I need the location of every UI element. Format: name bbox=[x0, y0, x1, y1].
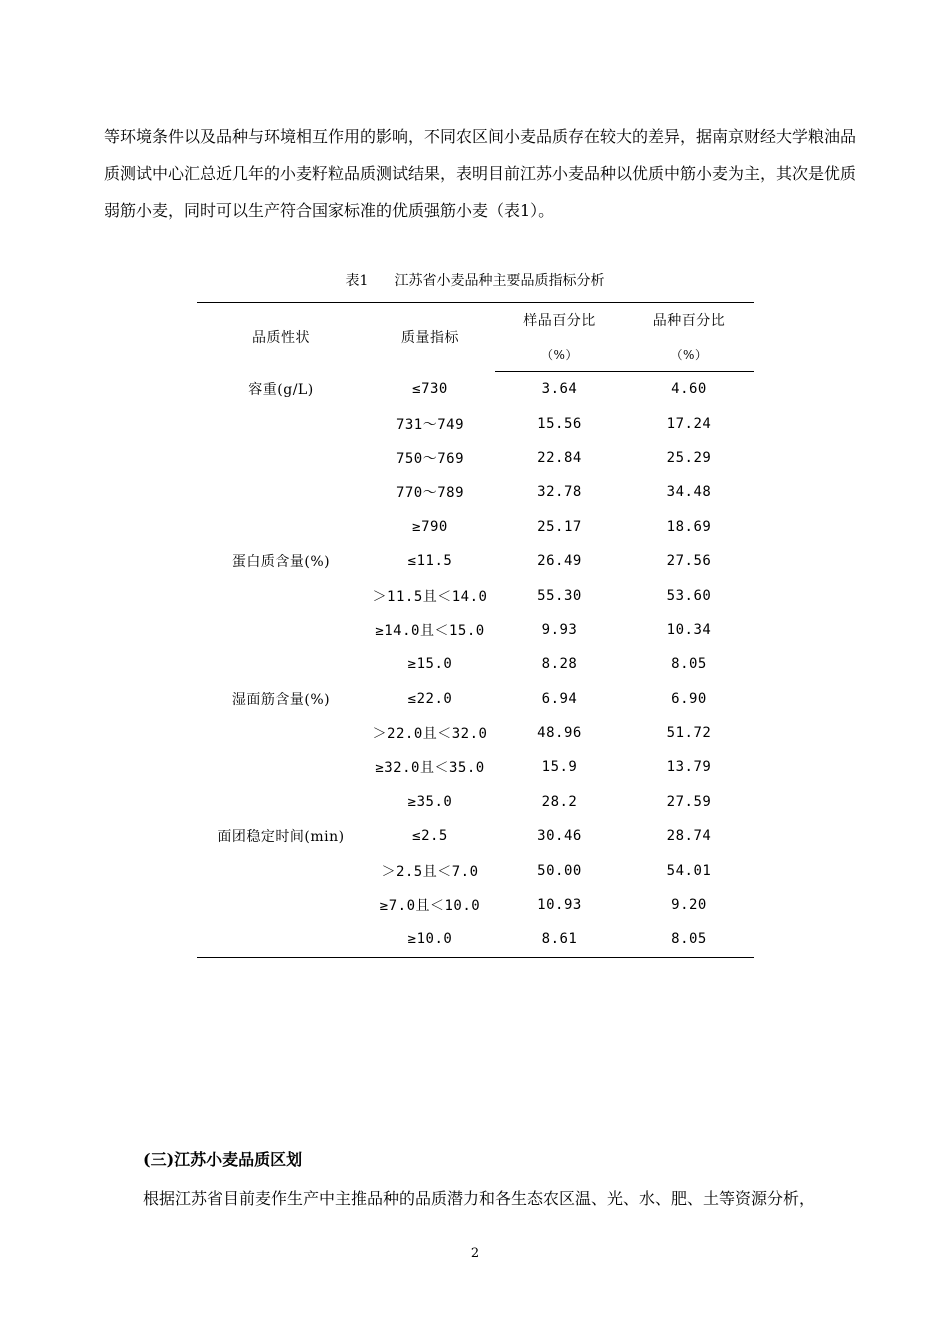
cell-indicator: ≤730 bbox=[412, 380, 448, 397]
cell-sample-pct: 6.94 bbox=[541, 690, 578, 707]
cell-variety-pct: 18.69 bbox=[666, 518, 712, 535]
cell-trait bbox=[197, 716, 365, 750]
cell-variety-pct: 54.01 bbox=[666, 862, 712, 879]
cell-sample-pct: 9.93 bbox=[541, 621, 578, 638]
cell-variety-pct: 17.24 bbox=[666, 415, 712, 432]
header-trait: 品质性状 bbox=[252, 330, 310, 347]
cell-trait bbox=[197, 750, 365, 784]
cell-trait bbox=[197, 475, 365, 509]
table-row bbox=[197, 613, 754, 647]
cell-sample-pct: 10.93 bbox=[537, 897, 582, 914]
cell-trait bbox=[197, 441, 365, 475]
intro-paragraph: 等环境条件以及品种与环境相互作用的影响，不同农区间小麦品质存在较大的差异，据南京财经大学粮油品质测试中心汇总近几年的小麦籽粒品质测试结果，表明目前江苏小麦品种以优质中筋小麦为主，其次是优质弱筋小麦，同时可以生产符合国家标准的优质强筋小麦（表1）。 bbox=[104, 127, 857, 220]
cell-trait bbox=[197, 922, 365, 957]
cell-indicator: ≥15.0 bbox=[407, 656, 453, 673]
cell-trait bbox=[197, 785, 365, 819]
table-row bbox=[197, 372, 754, 407]
cell-sample-pct: 8.61 bbox=[541, 931, 578, 948]
cell-variety-pct: 28.74 bbox=[666, 828, 712, 845]
quality-table bbox=[197, 302, 754, 958]
cell-trait bbox=[197, 613, 365, 647]
header-sample-unit: （%） bbox=[495, 337, 624, 372]
cell-variety-pct: 8.05 bbox=[671, 931, 707, 948]
cell-indicator: ≥14.0且＜15.0 bbox=[375, 622, 485, 639]
cell-trait: 容重(g/L) bbox=[248, 381, 314, 398]
cell-variety-pct: 51.72 bbox=[666, 725, 712, 742]
cell-indicator: ≥35.0 bbox=[407, 793, 453, 810]
cell-trait: 湿面筋含量(%) bbox=[231, 691, 331, 708]
cell-sample-pct: 28.2 bbox=[541, 793, 578, 810]
cell-variety-pct: 27.59 bbox=[666, 793, 712, 810]
table-row bbox=[197, 853, 754, 887]
cell-variety-pct: 9.20 bbox=[671, 897, 707, 914]
cell-variety-pct: 10.34 bbox=[666, 621, 712, 638]
table-row bbox=[197, 578, 754, 612]
header-indicator: 质量指标 bbox=[401, 330, 459, 347]
cell-indicator: ＞11.5且＜14.0 bbox=[372, 588, 488, 605]
cell-sample-pct: 30.46 bbox=[537, 828, 582, 845]
table-row bbox=[197, 750, 754, 784]
table-row bbox=[197, 922, 754, 957]
quality-table-wrapper bbox=[197, 302, 754, 958]
cell-indicator: ≤2.5 bbox=[412, 828, 448, 845]
cell-trait bbox=[197, 578, 365, 612]
cell-indicator: ≥790 bbox=[412, 518, 448, 535]
cell-sample-pct: 50.00 bbox=[537, 862, 582, 879]
cell-variety-pct: 34.48 bbox=[666, 484, 712, 501]
cell-indicator: ≥32.0且＜35.0 bbox=[375, 760, 485, 777]
cell-variety-pct: 8.05 bbox=[671, 656, 707, 673]
table-row bbox=[197, 647, 754, 681]
cell-variety-pct: 25.29 bbox=[666, 449, 712, 466]
cell-sample-pct: 22.84 bbox=[537, 449, 582, 466]
cell-sample-pct: 3.64 bbox=[541, 381, 578, 398]
cell-trait bbox=[197, 406, 365, 440]
cell-variety-pct: 27.56 bbox=[666, 553, 712, 570]
header-sample-pct: 样品百分比 bbox=[523, 313, 596, 329]
table-row bbox=[197, 544, 754, 578]
table-row bbox=[197, 888, 754, 922]
table-row bbox=[197, 441, 754, 475]
cell-indicator: ≤11.5 bbox=[407, 553, 453, 570]
cell-trait bbox=[197, 888, 365, 922]
cell-indicator: 750～769 bbox=[395, 450, 465, 467]
cell-trait bbox=[197, 647, 365, 681]
cell-variety-pct: 13.79 bbox=[666, 759, 712, 776]
table-caption bbox=[0, 270, 950, 292]
cell-variety-pct: 53.60 bbox=[666, 587, 712, 604]
cell-trait: 蛋白质含量(%) bbox=[231, 554, 331, 571]
cell-indicator: 731～749 bbox=[395, 416, 465, 433]
cell-trait bbox=[197, 510, 365, 544]
cell-indicator: 770～789 bbox=[395, 485, 465, 502]
cell-sample-pct: 15.9 bbox=[541, 759, 578, 776]
cell-indicator: ≥10.0 bbox=[407, 931, 453, 948]
cell-sample-pct: 15.56 bbox=[537, 415, 582, 432]
cell-indicator: ≤22.0 bbox=[407, 690, 453, 707]
table-header bbox=[197, 303, 754, 372]
table-row bbox=[197, 510, 754, 544]
table-row bbox=[197, 406, 754, 440]
cell-trait bbox=[197, 853, 365, 887]
cell-sample-pct: 32.78 bbox=[537, 484, 582, 501]
cell-indicator: ＞2.5且＜7.0 bbox=[381, 863, 479, 880]
cell-indicator: ＞22.0且＜32.0 bbox=[372, 726, 488, 743]
table-row bbox=[197, 682, 754, 716]
section-paragraph: 根据江苏省目前麦作生产中主推品种的品质潜力和各生态农区温、光、水、肥、土等资源分析， bbox=[143, 1189, 816, 1208]
cell-variety-pct: 6.90 bbox=[671, 690, 707, 707]
table-row bbox=[197, 475, 754, 509]
header-variety-unit: （%） bbox=[624, 337, 754, 372]
table-caption-title: 江苏省小麦品种主要品质指标分析 bbox=[394, 273, 605, 289]
cell-variety-pct: 4.60 bbox=[671, 381, 707, 398]
cell-indicator: ≥7.0且＜10.0 bbox=[379, 898, 481, 915]
cell-sample-pct: 55.30 bbox=[537, 587, 582, 604]
table-body bbox=[197, 372, 754, 958]
table-row bbox=[197, 716, 754, 750]
page-number: 2 bbox=[470, 1246, 480, 1261]
table-row bbox=[197, 819, 754, 853]
table-caption-number: 表1 bbox=[345, 273, 369, 289]
section-heading: (三)江苏小麦品质区划 bbox=[143, 1150, 303, 1169]
cell-sample-pct: 26.49 bbox=[537, 553, 582, 570]
table-row bbox=[197, 785, 754, 819]
cell-sample-pct: 8.28 bbox=[541, 656, 578, 673]
cell-sample-pct: 25.17 bbox=[537, 518, 582, 535]
cell-trait: 面团稳定时间(min) bbox=[217, 829, 345, 846]
header-variety-pct: 品种百分比 bbox=[652, 313, 726, 329]
cell-sample-pct: 48.96 bbox=[537, 725, 582, 742]
